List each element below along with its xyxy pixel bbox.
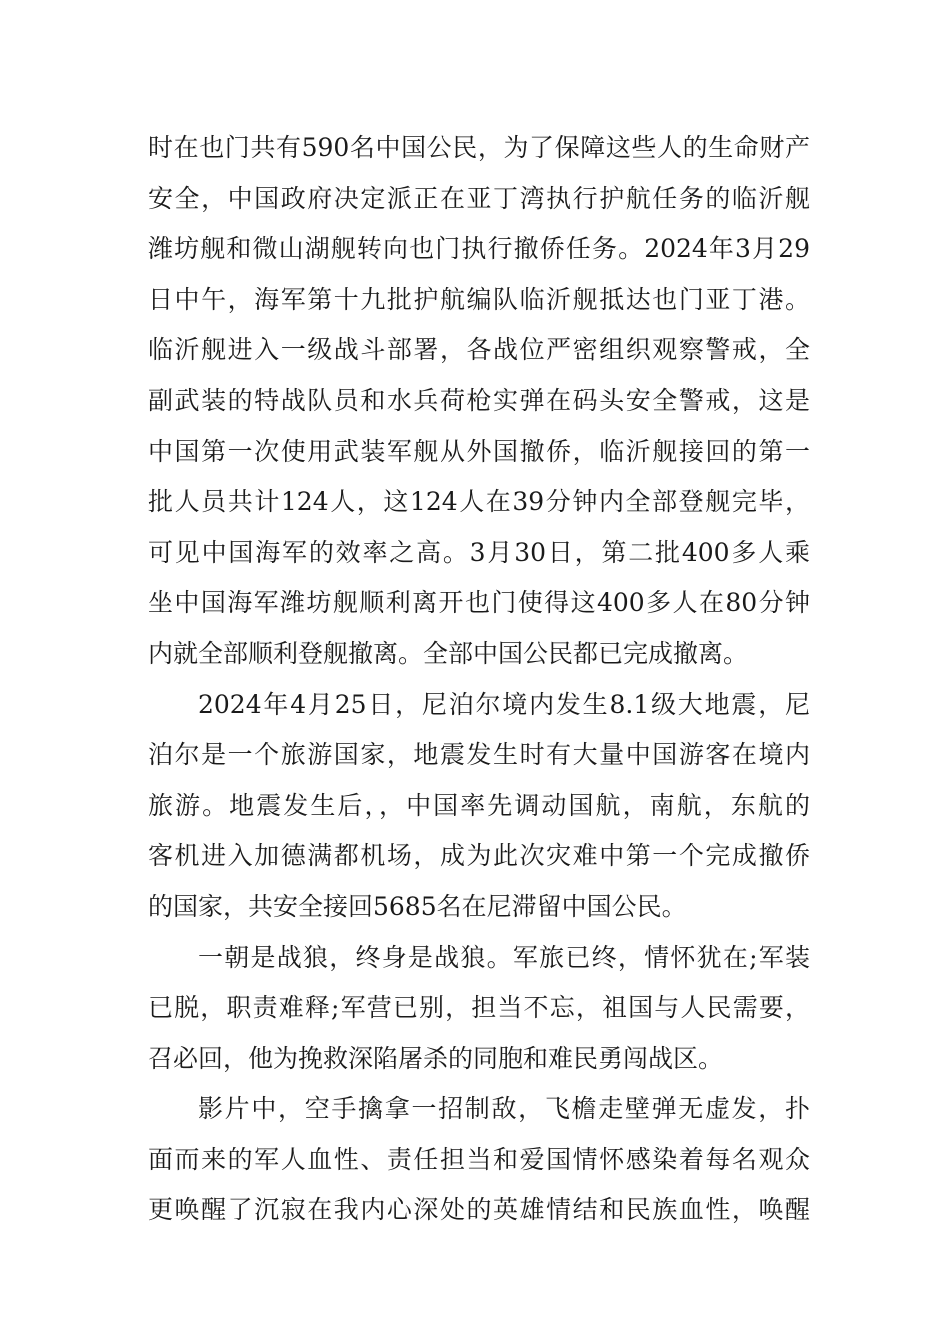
text-line: 影片中，空手擒拿一招制敌，飞檐走壁弹无虚发，扑 bbox=[198, 1094, 810, 1124]
text-line: 时在也门共有590名中国公民，为了保障这些人的生命财产 bbox=[148, 133, 810, 162]
text-line: 面而来的军人血性、责任担当和爱国情怀感染着每名观众 bbox=[148, 1144, 810, 1174]
body-text bbox=[148, 123, 810, 1236]
text-line: 中国第一次使用武装军舰从外国撤侨，临沂舰接回的第一 bbox=[148, 436, 810, 466]
text-line: 已脱，职责难释;军营已别，担当不忘，祖国与人民需要， bbox=[148, 993, 810, 1023]
paragraph-2 bbox=[148, 680, 810, 933]
text-line: 一朝是战狼，终身是战狼。军旅已终，情怀犹在;军装 bbox=[198, 942, 810, 972]
paragraph-1 bbox=[148, 123, 810, 680]
text-line: 泊尔是一个旅游国家，地震发生时有大量中国游客在境内 bbox=[148, 740, 810, 770]
text-line: 的国家，共安全接回5685名在尼滞留中国公民。 bbox=[148, 891, 687, 921]
text-line: 坐中国海军潍坊舰顺利离开也门使得这400多人在80分钟 bbox=[148, 588, 810, 618]
text-line: 潍坊舰和微山湖舰转向也门执行撤侨任务。2024年3月29 bbox=[148, 234, 810, 264]
text-line: 副武装的特战队员和水兵荷枪实弹在码头安全警戒，这是 bbox=[148, 385, 810, 415]
text-line: 2024年4月25日，尼泊尔境内发生8.1级大地震，尼 bbox=[198, 689, 810, 719]
text-line: 日中午，海军第十九批护航编队临沂舰抵达也门亚丁港。 bbox=[148, 284, 810, 314]
text-line: 旅游。地震发生后，，中国率先调动国航，南航，东航的 bbox=[148, 790, 810, 820]
text-line: 客机进入加德满都机场，成为此次灾难中第一个完成撤侨 bbox=[148, 841, 810, 871]
text-line: 可见中国海军的效率之高。3月30日，第二批400多人乘 bbox=[148, 537, 810, 567]
text-line: 临沂舰进入一级战斗部署，各战位严密组织观察警戒，全 bbox=[148, 335, 810, 365]
text-line: 更唤醒了沉寂在我内心深处的英雄情结和民族血性，唤醒 bbox=[148, 1195, 810, 1225]
paragraph-4 bbox=[148, 1084, 810, 1236]
text-line: 召必回，他为挽救深陷屠杀的同胞和难民勇闯战区。 bbox=[148, 1043, 724, 1073]
text-line: 批人员共计124人，这124人在39分钟内全部登舰完毕， bbox=[148, 487, 810, 517]
text-line: 内就全部顺利登舰撤离。全部中国公民都已完成撤离。 bbox=[148, 638, 749, 668]
paragraph-3 bbox=[148, 933, 810, 1085]
text-line: 安全，中国政府决定派正在亚丁湾执行护航任务的临沂舰 bbox=[148, 183, 810, 213]
